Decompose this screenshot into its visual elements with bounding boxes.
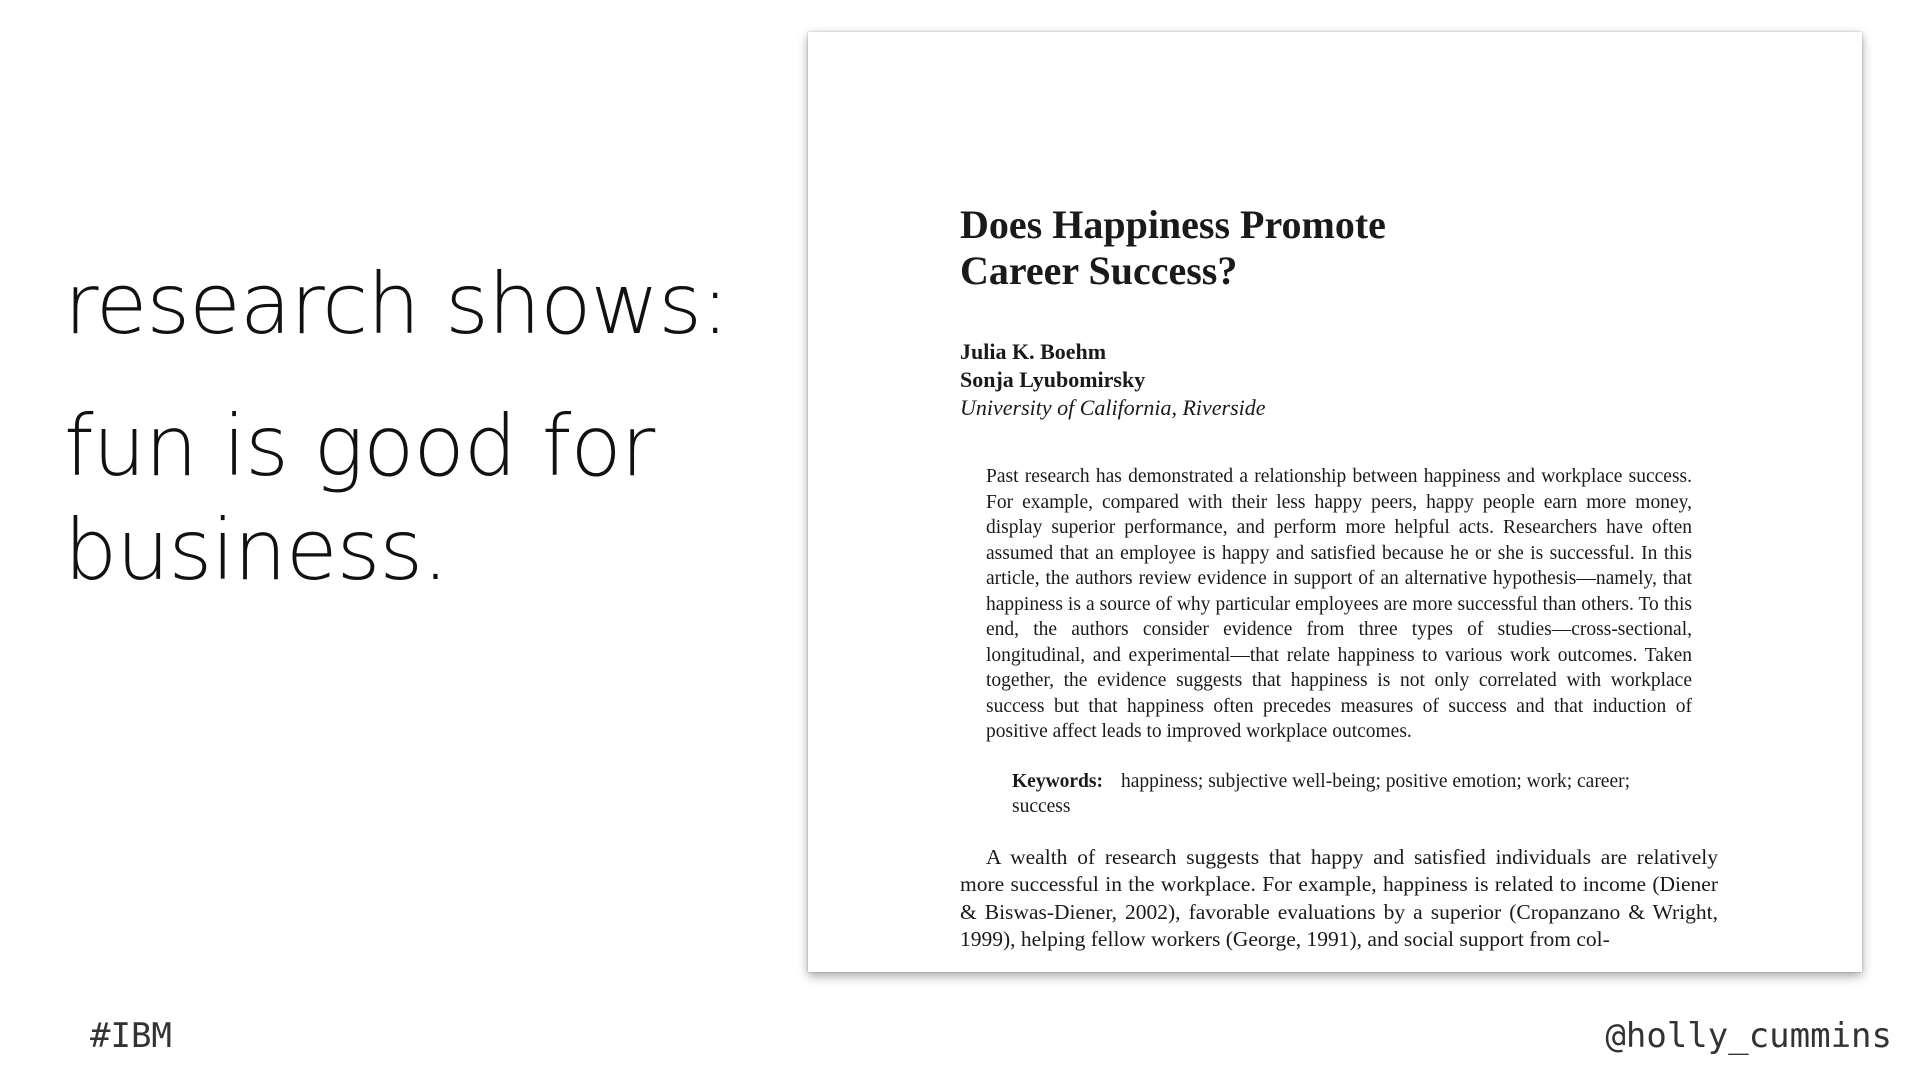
paper-body-text: A wealth of research suggests that happy and satisfied individuals are relatively more successful in the workplace. For example, happiness is related to income (Diener & Biswas-Diener, 2002), favorable evaluations by a superior (Cropanzano & Wright, 1999), helping fellow workers (George, 1991), and social support from col- [960, 844, 1718, 951]
footer-handle: @holly_cummins [1605, 1016, 1892, 1056]
keywords-label: Keywords: [1012, 770, 1103, 792]
keywords-list: happiness; subjective well-being; positive emotion; work; career; success [1012, 770, 1631, 817]
slide-statement: fun is good for business. [64, 397, 655, 599]
author-affiliation: University of California, Riverside [960, 395, 1266, 420]
paper-keywords [1012, 769, 1692, 820]
slide-heading: research shows: [64, 255, 729, 353]
author-name: Sonja Lyubomirsky [960, 367, 1146, 392]
paper-authors [960, 338, 1718, 422]
paper-title: Does Happiness Promote Career Success? [960, 202, 1386, 293]
paper-abstract: Past research has demonstrated a relationship between happiness and workplace success. For example, compared with their less happy peers, happy people earn more money, display superior performance, and perform more helpful acts. Researchers have often assumed that an employee is happy and satisfied because he or she is successful. In this article, the authors review evidence in support of an alternative hypothesis—namely, that happiness is a source of why particular employees are more successful than others. To this end, the authors consider evidence from three types of studies—cross-sectional, longitudinal, and experimental—that relate happiness to various work outcomes. Taken together, the evidence suggests that happiness is not only correlated with workplace success but that happiness often precedes measures of success and that induction of positive affect leads to improved workplace outcomes. [986, 466, 1692, 742]
paper-screenshot [808, 32, 1862, 972]
author-name: Julia K. Boehm [960, 339, 1107, 364]
footer-hashtag: #IBM [90, 1016, 172, 1056]
paper-content [960, 202, 1718, 954]
